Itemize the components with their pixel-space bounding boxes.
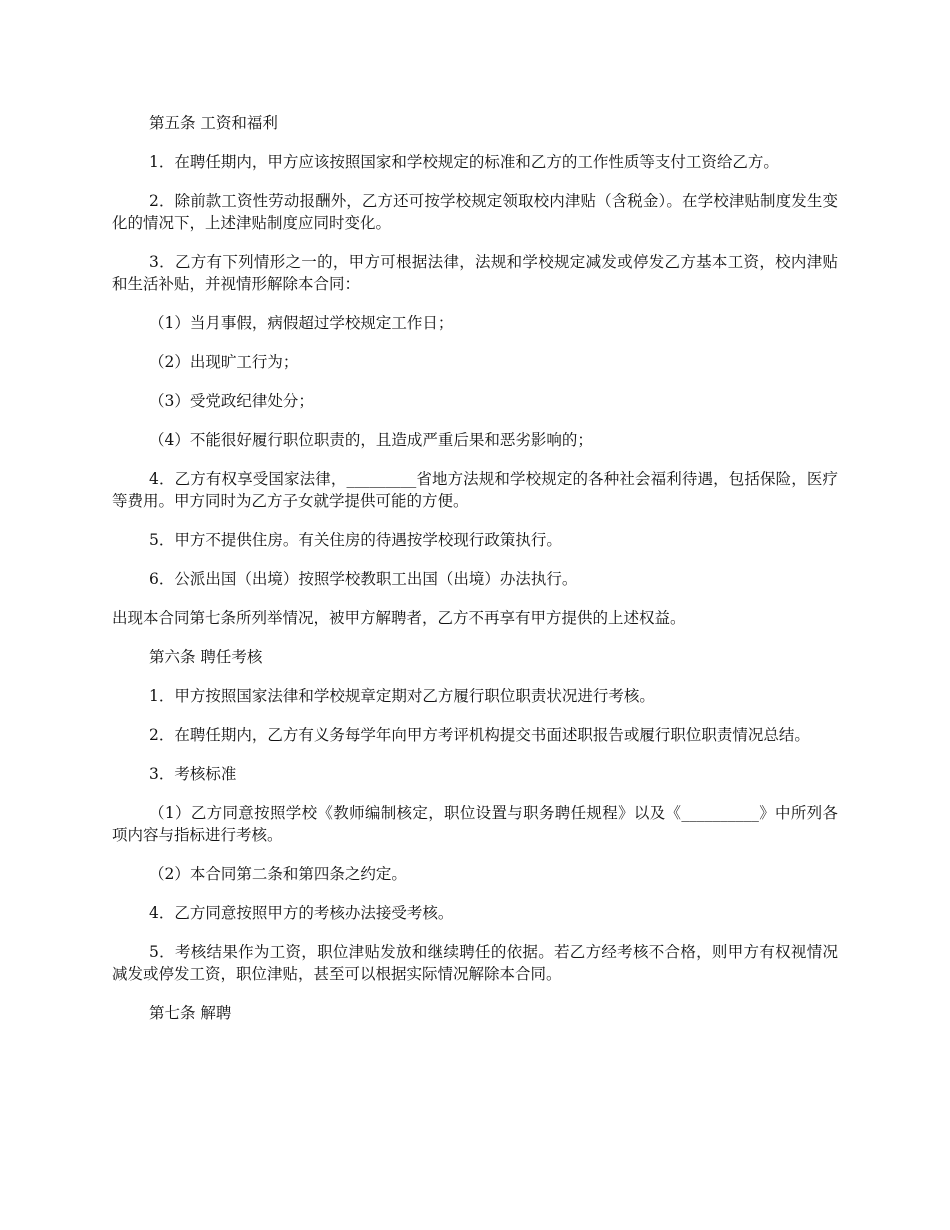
section-heading-article-7: 第七条 解聘 [149, 1004, 232, 1022]
paragraph-5-6: 6．公派出国（出境）按照学校教职工出国（出境）办法执行。 [149, 570, 578, 588]
list-item-5-3-4: （4）不能很好履行职位职责的，且造成严重后果和恶劣影响的； [149, 431, 593, 449]
paragraph-6-1: 1．甲方按照国家法律和学校规章定期对乙方履行职位职责状况进行考核。 [149, 687, 655, 705]
section-heading-article-6: 第六条 聘任考核 [149, 648, 263, 666]
paragraph-6-4: 4．乙方同意按照甲方的考核办法接受考核。 [149, 904, 454, 922]
list-item-5-3-1: （1）当月事假，病假超过学校规定工作日； [149, 314, 454, 332]
list-item-5-3-3: （3）受党政纪律处分； [149, 392, 314, 410]
paragraph-5-note: 出现本合同第七条所列举情况，被甲方解聘者，乙方不再享有甲方提供的上述权益。 [112, 609, 686, 627]
paragraph-5-3: 3．乙方有下列情形之一的，甲方可根据法律，法规和学校规定减发或停发乙方基本工资，校内津贴和生活补贴，并视情形解除本合同： [112, 253, 838, 293]
paragraph-6-2: 2．在聘任期内，乙方有义务每学年向甲方考评机构提交书面述职报告或履行职位职责情况总结。 [149, 726, 810, 744]
list-item-6-3-2: （2）本合同第二条和第四条之约定。 [149, 865, 407, 883]
paragraph-6-5: 5．考核结果作为工资，职位津贴发放和继续聘任的依据。若乙方经考核不合格，则甲方有权视情况减发或停发工资，职位津贴，甚至可以根据实际情况解除本合同。 [112, 943, 838, 983]
paragraph-5-5: 5．甲方不提供住房。有关住房的待遇按学校现行政策执行。 [149, 531, 562, 549]
paragraph-5-1: 1．在聘任期内，甲方应该按照国家和学校规定的标准和乙方的工作性质等支付工资给乙方。 [149, 153, 779, 171]
list-item-5-3-2: （2）出现旷工行为； [149, 353, 299, 371]
paragraph-5-4: 4．乙方有权享受国家法律，_________省地方法规和学校规定的各种社会福利待遇，包括保险，医疗等费用。甲方同时为乙方子女就学提供可能的方便。 [112, 470, 838, 510]
section-heading-article-5: 第五条 工资和福利 [149, 114, 278, 132]
paragraph-5-2: 2．除前款工资性劳动报酬外，乙方还可按学校规定领取校内津贴（含税金）。在学校津贴制度发生变化的情况下，上述津贴制度应同时变化。 [112, 192, 838, 232]
paragraph-6-3: 3．考核标准 [149, 765, 237, 783]
list-item-6-3-1: （1）乙方同意按照学校《教师编制核定，职位设置与职务聘任规程》以及《__________》中所列各项内容与指标进行考核。 [112, 804, 838, 844]
